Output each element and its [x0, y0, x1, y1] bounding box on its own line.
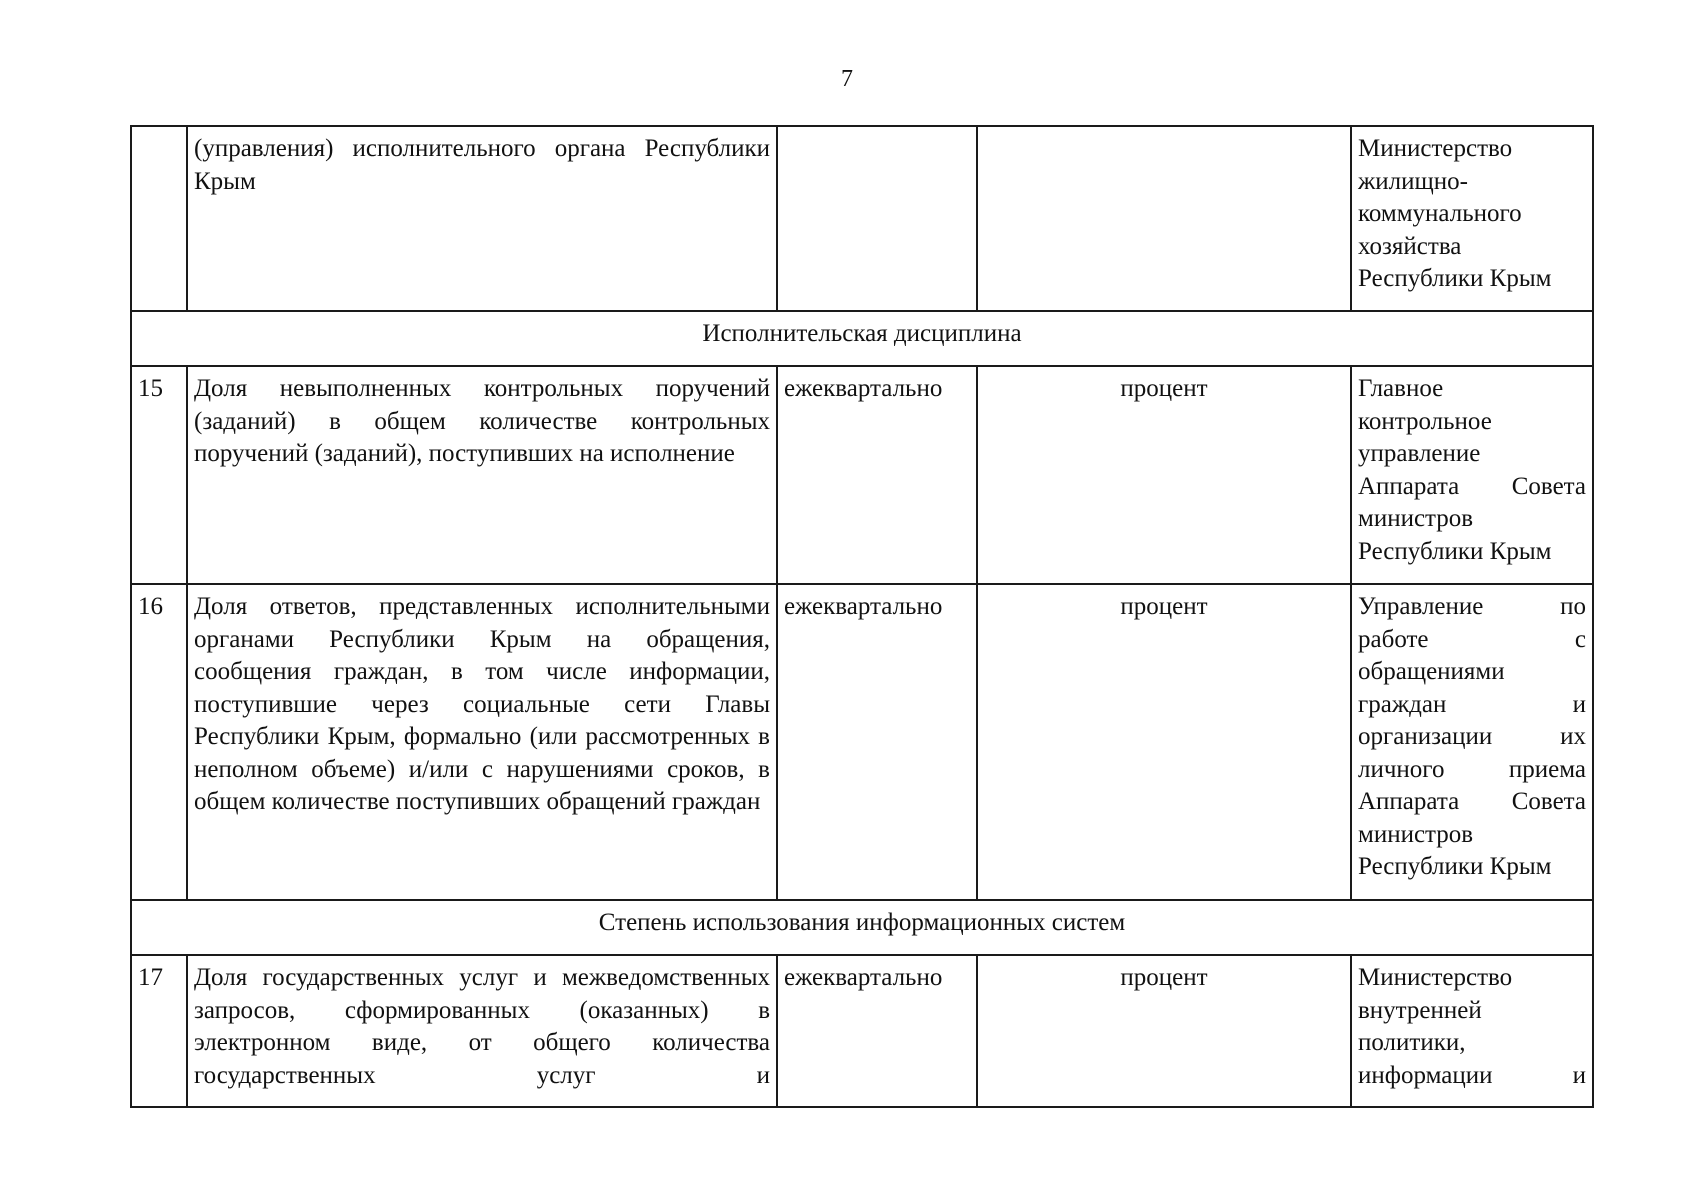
responsible-line: работе с	[1358, 625, 1586, 653]
responsible-line: контрольное	[1358, 407, 1492, 435]
section-title: Степень использования информационных систем	[131, 900, 1593, 955]
section-title: Исполнительская дисциплина	[131, 311, 1593, 366]
responsible-line: коммунального	[1358, 200, 1522, 227]
page-number: 7	[841, 66, 853, 92]
responsible-line: Республики Крым	[1358, 537, 1552, 565]
responsible-line: Республики Крым	[1358, 853, 1552, 880]
table-row-17	[131, 955, 1593, 1107]
indicator-cell: (управления) исполнительного органа Республики Крым	[187, 126, 777, 311]
responsible-line: граждан и	[1358, 690, 1586, 718]
indicators-table	[130, 125, 1594, 1108]
responsible-line: хозяйства	[1358, 232, 1462, 260]
responsible-line: внутренней	[1358, 996, 1482, 1024]
responsible-line: Управление по	[1358, 593, 1586, 620]
responsible-line: жилищно-	[1358, 167, 1468, 195]
responsible-line: Республики Крым	[1358, 265, 1552, 292]
table-row-16	[131, 584, 1593, 900]
table-row-15	[131, 366, 1593, 584]
responsible-line: организации их	[1358, 723, 1586, 750]
responsible-line: информации и	[1358, 1061, 1586, 1089]
responsible-cell	[1351, 584, 1593, 900]
unit-cell: процент	[977, 584, 1351, 900]
responsible-line: обращениями	[1358, 658, 1505, 685]
indicator-cell: Доля государственных услуг и межведомственных запросов, сформированных (оказанных) в электронном виде, от общего количества государственных услуг и	[187, 955, 777, 1107]
responsible-line: Главное	[1358, 375, 1444, 402]
periodicity-cell: ежеквартально	[777, 366, 977, 584]
responsible-line: личного приема	[1358, 755, 1586, 783]
responsible-line: министров	[1358, 505, 1474, 532]
responsible-cell	[1351, 126, 1593, 311]
responsible-cell	[1351, 366, 1593, 584]
periodicity-cell: ежеквартально	[777, 584, 977, 900]
row-number: 16	[131, 584, 187, 900]
responsible-line: политики,	[1358, 1029, 1466, 1056]
periodicity-cell	[777, 126, 977, 311]
responsible-cell	[1351, 955, 1593, 1107]
table-row-continuation	[131, 126, 1593, 311]
responsible-line: Министерство	[1358, 135, 1513, 162]
responsible-line: Аппарата Совета	[1358, 472, 1586, 500]
row-number: 17	[131, 955, 187, 1107]
section-header-row	[131, 900, 1593, 955]
responsible-line: Аппарата Совета	[1358, 788, 1586, 815]
responsible-line: министров	[1358, 820, 1474, 848]
section-header-row	[131, 311, 1593, 366]
periodicity-cell: ежеквартально	[777, 955, 977, 1107]
unit-cell: процент	[977, 366, 1351, 584]
indicator-cell: Доля ответов, представленных исполнительными органами Республики Крым на обращения, сообщения граждан, в том числе информации, поступившие через социальные сети Главы Республики Крым, формально (или рассмотренных в неполном объеме) и/или с нарушениями сроков, в общем количестве поступивших обращений граждан	[187, 584, 777, 900]
row-number-cell	[131, 126, 187, 311]
responsible-line: Министерство	[1358, 964, 1513, 991]
responsible-line: управление	[1358, 440, 1481, 467]
row-number: 15	[131, 366, 187, 584]
indicator-cell: Доля невыполненных контрольных поручений (заданий) в общем количестве контрольных поручений (заданий), поступивших на исполнение	[187, 366, 777, 584]
unit-cell: процент	[977, 955, 1351, 1107]
unit-cell	[977, 126, 1351, 311]
